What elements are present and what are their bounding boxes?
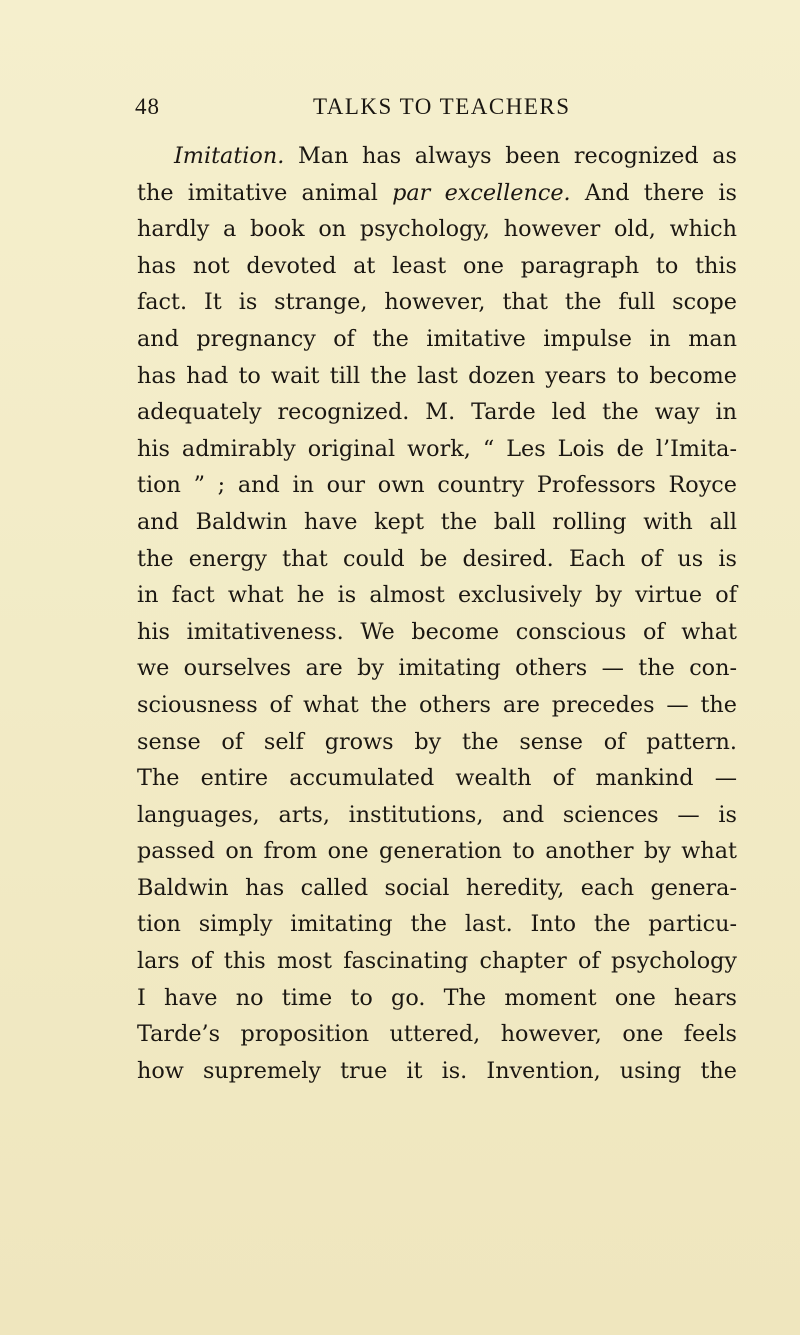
text-line: tion simply imitating the last. Into the particu- — [137, 911, 737, 938]
line-text: the imitative animal — [137, 179, 393, 206]
text-line: how supremely true it is. Invention, using the — [137, 1057, 737, 1084]
text-line: has had to wait till the last dozen years to become — [137, 362, 737, 389]
text-line: sense of self grows by the sense of pattern. — [137, 728, 737, 755]
text-line: we ourselves are by imitating others — the con- — [137, 655, 737, 682]
line-text: Man has always been recognized as — [284, 143, 737, 169]
text-line: his imitativeness. We become conscious of what — [137, 618, 737, 645]
text-line: his admirably original work, “ Les Lois de l’Imita- — [137, 435, 737, 462]
running-title: TALKS TO TEACHERS — [313, 94, 571, 119]
line-text: And there is — [570, 179, 737, 206]
page-number: 48 — [135, 94, 160, 119]
text-line: the energy that could be desired. Each of us is — [137, 545, 737, 572]
text-line: Baldwin has called social heredity, each genera- — [137, 874, 737, 901]
text-line: lars of this most fascinating chapter of psychology — [137, 948, 737, 975]
text-line — [137, 138, 737, 175]
text-line: and pregnancy of the imitative impulse in man — [137, 325, 737, 352]
text-line — [137, 175, 737, 212]
text-line: fact. It is strange, however, that the full scope — [137, 289, 737, 316]
text-line: and Baldwin have kept the ball rolling with all — [137, 508, 737, 535]
text-line: passed on from one generation to another by what — [137, 838, 737, 865]
text-line: in fact what he is almost exclusively by virtue of — [137, 582, 737, 609]
body-paragraph — [137, 138, 737, 1089]
text-line: languages, arts, institutions, and sciences — is — [137, 801, 737, 828]
text-line: I have no time to go. The moment one hears — [137, 984, 737, 1011]
text-line: sciousness of what the others are precedes — the — [137, 691, 737, 718]
text-line: The entire accumulated wealth of mankind — — [137, 765, 737, 792]
section-heading: Imitation. — [174, 143, 285, 169]
text-line: Tarde’s proposition uttered, however, one feels — [137, 1021, 737, 1048]
text-line: adequately recognized. M. Tarde led the way in — [137, 399, 737, 426]
text-line: hardly a book on psychology, however old, which — [137, 216, 737, 243]
text-line: tion ” ; and in our own country Professors Royce — [137, 472, 737, 499]
text-line: has not devoted at least one paragraph to this — [137, 252, 737, 279]
italic-phrase: par excellence. — [392, 179, 571, 206]
running-head — [135, 94, 735, 124]
